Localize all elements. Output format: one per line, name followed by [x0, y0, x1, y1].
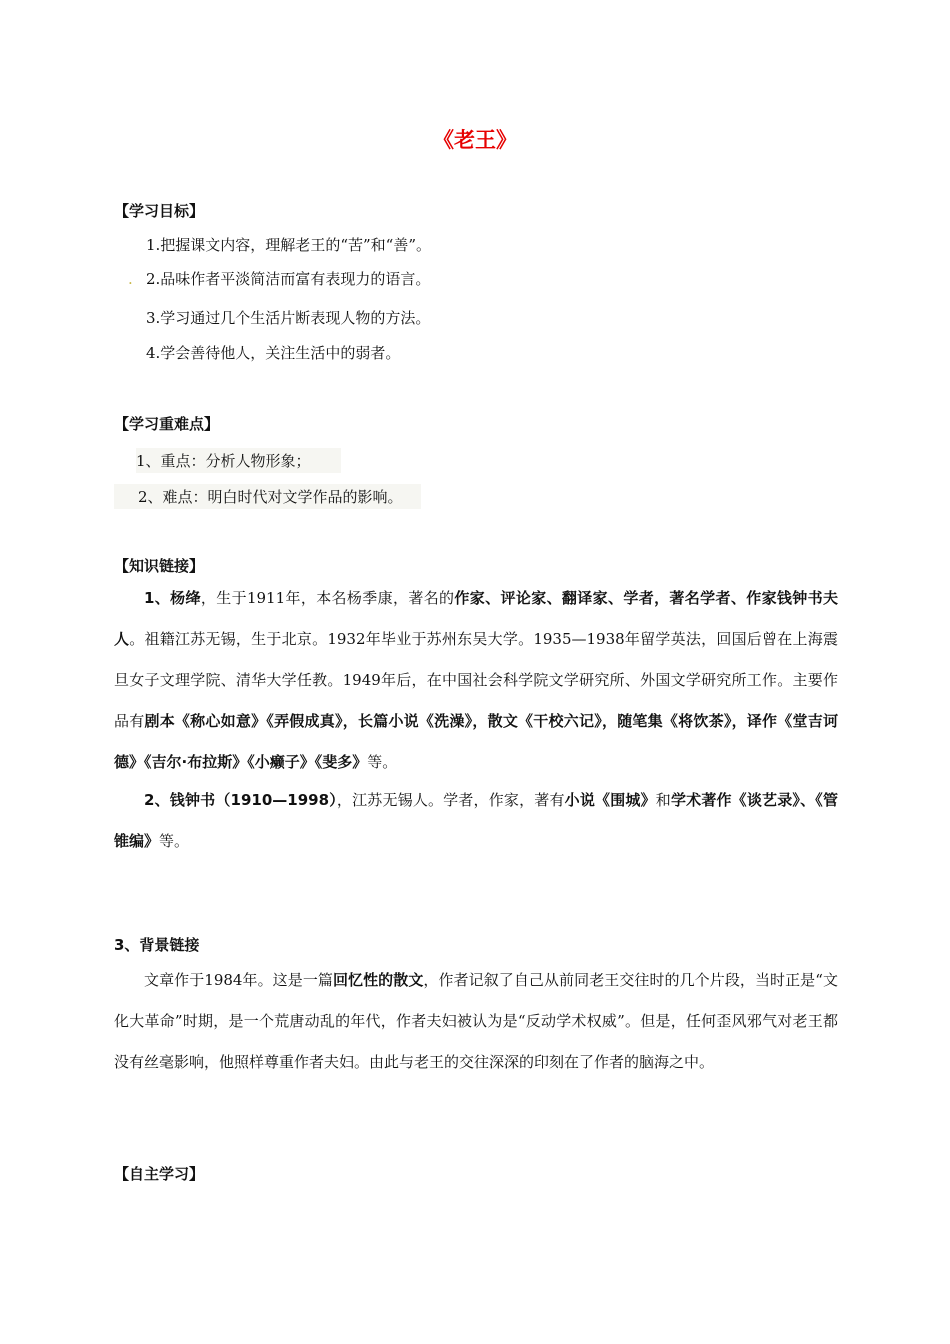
- body-text: ，作者记叙了自己从前同老王交往时的几个片段，当时正是“文化大革命”时期，是一个荒唐动乱的年代，作者夫妇被认为是“反动学术权威”。但是，任何歪风邪气对老王都没有丝毫影响，他照样尊重作者夫妇。由此与老王的交往深深的印刻在了作者的脑海之中。: [114, 971, 838, 1071]
- section-heading-self-study: 【自主学习】: [114, 1165, 205, 1183]
- bold-text: 2、钱钟书（1910—1998）: [144, 791, 337, 809]
- bold-text: 回忆性的散文: [332, 971, 424, 989]
- body-text: 等。: [159, 832, 190, 850]
- key-point-1: 1、重点：分析人物形象；: [136, 448, 341, 473]
- section-heading-background: 3、背景链接: [114, 936, 200, 954]
- knowledge-paragraph-yang-jiang: [114, 578, 838, 783]
- background-paragraph: [114, 960, 838, 1083]
- goal-item-1: 1.把握课文内容，理解老王的“苦”和“善”。: [146, 236, 431, 254]
- key-point-2: 2、难点：明白时代对文学作品的影响。: [114, 484, 421, 509]
- section-heading-knowledge: 【知识链接】: [114, 557, 205, 575]
- document-title: 《老王》: [433, 128, 517, 152]
- goal-item-2: 2.品味作者平淡简洁而富有表现力的语言。: [146, 270, 431, 288]
- goal-item-4: 4.学会善待他人，关注生活中的弱者。: [146, 344, 401, 362]
- body-text: 和: [655, 791, 671, 809]
- bold-text: 小说《围城》: [564, 791, 656, 809]
- goal-item-3: 3.学习通过几个生活片断表现人物的方法。: [146, 309, 431, 327]
- body-text: ，生于1911年，本名杨季康，著名的: [200, 589, 455, 607]
- body-text: 。祖籍江苏无锡，生于北京。1932年毕业于苏州东吴大学。1935—1938年留学英法，回国后曾在上海震旦女子文理学院、清华大学任教。1949年后，在中国社会科学院文学研究所、外国文学研究所工作。主要作品有: [114, 630, 838, 730]
- body-text: 等。: [367, 753, 398, 771]
- stray-mark: .: [128, 270, 133, 288]
- knowledge-paragraph-qian-zhongshu: [114, 780, 838, 862]
- bold-text: 剧本《称心如意》《弄假成真》，长篇小说《洗澡》，散文《干校六记》，随笔集《将饮茶》，译作《堂吉诃德》《吉尔·布拉斯》《小癞子》《斐多》: [114, 712, 838, 771]
- body-text: 文章作于1984年。这是一篇: [144, 971, 333, 989]
- body-text: ，江苏无锡人。学者，作家，著有: [336, 791, 565, 809]
- bold-text: 学术著作《谈艺录》、《管锥编》: [114, 791, 838, 850]
- bold-text: 1、杨绛: [144, 589, 201, 607]
- section-heading-key-points: 【学习重难点】: [114, 415, 220, 433]
- section-heading-goals: 【学习目标】: [114, 202, 205, 220]
- bold-text: 作家、评论家、翻译家、学者，著名学者、作家钱钟书夫人: [114, 589, 838, 648]
